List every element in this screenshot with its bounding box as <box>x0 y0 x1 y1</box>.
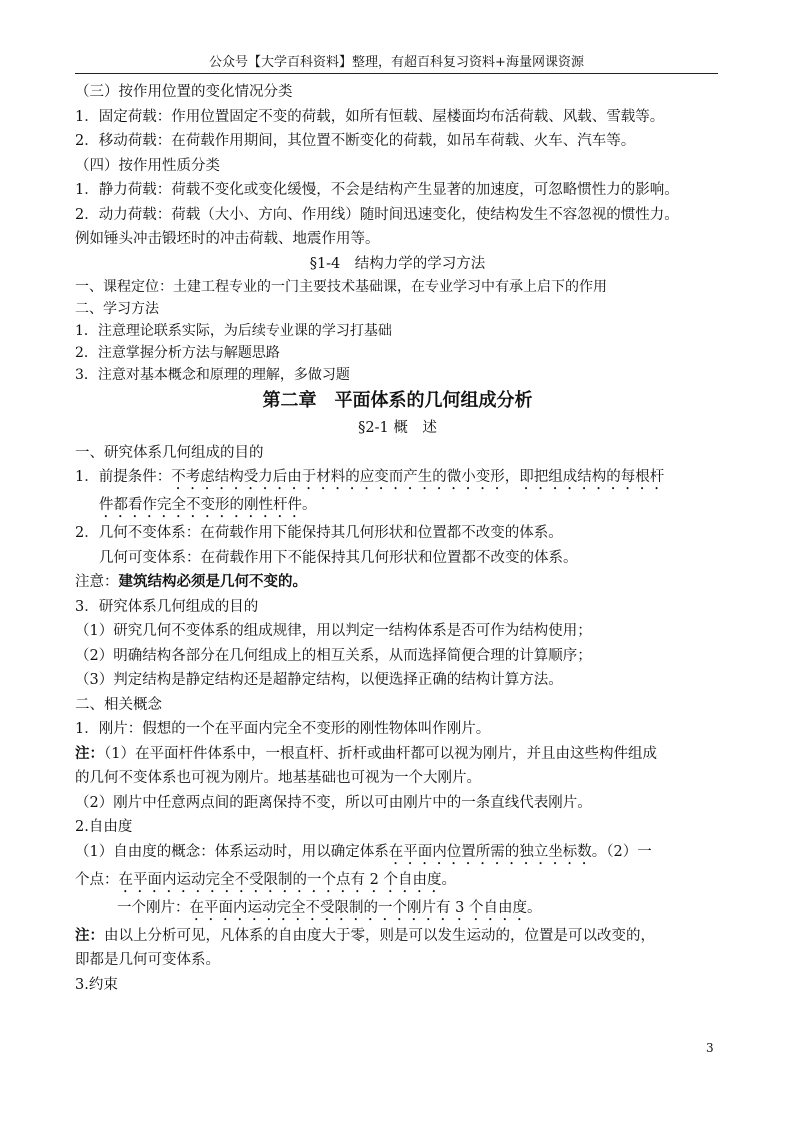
dof-rigid <box>75 896 720 924</box>
section-1-4-title: §1-4 结构力学的学习方法 <box>309 255 486 272</box>
study-method-1: 1．注意理论联系实际，为后续专业课的学习打基础 <box>75 323 392 339</box>
purpose-item-1: （1）研究几何不变体系的组成规律，用以判定一结构体系是否可作为结构使用； <box>75 623 592 639</box>
dof-concept-tail: 。（2）一 <box>591 843 652 860</box>
page-number: 3 <box>706 1041 714 1055</box>
study-methods-heading: 二、学习方法 <box>75 301 159 317</box>
item-moving-load: 2．移动荷载：在荷载作用期间，其位置不断变化的荷载，如吊车荷载、火车、汽车等。 <box>75 133 636 149</box>
note-bold: 建筑结构必须是几何不变的。 <box>118 573 307 590</box>
section-2-1-title: §2-1 概 述 <box>358 420 437 436</box>
note-label: 注意： <box>75 574 119 590</box>
page-header: 公众号【大学百科资料】整理，有超百科复习资料+海量网课资源 <box>209 55 584 70</box>
item-dynamic-load: 2．动力荷载：荷载（大小、方向、作用线）随时间迅速变化，使结构发生不容忽视的惯性力。 <box>75 206 679 223</box>
note-dof-label: 注： <box>75 926 104 944</box>
premise-line <box>75 465 720 493</box>
note-rigid-2: （2）刚片中任意两点间的距离保持不变，所以可由刚片中的一条直线代表刚片。 <box>75 794 592 811</box>
purpose-3: 3．研究体系几何组成的目的 <box>75 598 259 615</box>
dof-point <box>75 868 720 896</box>
geometric-invariant: 2．几何不变体系：在荷载作用下能保持其几何形状和位置都不改变的体系。 <box>75 525 563 541</box>
note-rigid-1 <box>75 742 720 767</box>
geometric-variant: 几何可变体系：在荷载作用下不能保持其几何形状和位置都不改变的体系。 <box>99 549 578 566</box>
premise-cont-emphasis: 件都看作完全不变形的刚性杆件。 <box>99 497 317 513</box>
purpose-item-3: （3）判定结构是静定结构还是超静定结构，以便选择正确的结构计算方法。 <box>75 672 563 688</box>
item-fixed-load: 1．固定荷载：作用位置固定不变的荷载，如所有恒载、屋楼面均布活荷载、风载、雪载等。 <box>75 108 665 125</box>
study-method-2: 2．注意掌握分析方法与解题思路 <box>75 345 280 361</box>
note-dof-text: 由以上分析可见，凡体系的自由度大于零，则是可以发生运动的，位置是可以改变的， <box>104 927 655 944</box>
dof-concept-text: （1）自由度的概念：体系运动时，用以确定体系 <box>75 843 389 860</box>
header-rule <box>75 73 718 74</box>
note-dof-cont: 即都是几何可变体系。 <box>75 952 220 968</box>
purpose-item-2: （2）明确结构各部分在几何组成上的相互关系，从而选择简便合理的计算顺序； <box>75 647 592 664</box>
purpose-heading: 一、研究体系几何组成的目的 <box>75 444 264 461</box>
item-dynamic-load-cont: 例如锤头冲击锻坯时的冲击荷载、地震作用等。 <box>75 231 380 247</box>
dof-heading: 2.自由度 <box>75 819 133 835</box>
study-method-3: 3．注意对基本概念和原理的理解，多做习题 <box>75 367 350 383</box>
premise-cont <box>75 493 720 521</box>
course-position: 一、课程定位：土建工程专业的一门主要技术基础课，在专业学习中有承上启下的作用 <box>75 279 607 295</box>
heading-4-by-nature: （四）按作用性质分类 <box>75 157 220 174</box>
heading-3-by-position: （三）按作用位置的变化情况分类 <box>75 84 293 100</box>
dof-concept <box>75 840 720 868</box>
dof-point-emphasis: 在平面内运动完全不受限制的一个点有 2 个自由度 <box>118 871 442 888</box>
dof-point-tail: 。 <box>441 871 456 888</box>
related-concepts-heading: 二、相关概念 <box>75 696 162 713</box>
dof-point-label: 个点： <box>75 871 119 888</box>
note-dof <box>75 924 720 949</box>
note-rigid-1-cont: 的几何不变体系也可视为刚片。地基基础也可视为一个大刚片。 <box>75 770 481 786</box>
premise-label: 1．前提条件： <box>75 469 172 485</box>
dof-concept-emphasis: 在平面内位置所需的独立坐标数 <box>388 843 592 860</box>
document-body <box>75 80 720 997</box>
item-static-load: 1．静力荷载：荷载不变化或变化缓慢，不会是结构产生显著的加速度，可忽略惯性力的影响。 <box>75 182 679 198</box>
dof-rigid-tail: 。 <box>526 899 542 916</box>
premise-emphasis: 不考虑结构受力后由于材料的应变而产生的微小变形，即把组成结构的每根杆 <box>171 469 665 485</box>
dof-rigid-emphasis: 在平面内运动完全不受限制的一个刚片有 3 个自由度 <box>189 899 527 916</box>
note-structure <box>75 570 720 595</box>
dof-rigid-label: 一个刚片： <box>117 899 190 916</box>
constraint-heading: 3.约束 <box>75 976 118 993</box>
rigid-body-def: 1．刚片：假想的一个在平面内完全不变形的刚性物体叫作刚片。 <box>75 721 491 737</box>
note-rigid-text: （1）在平面杆件体系中，一根直杆、折杆或曲杆都可以视为刚片，并且由这些构件组成 <box>104 745 657 762</box>
note-rigid-label: 注： <box>75 744 104 762</box>
chapter-2-title: 第二章 平面体系的几何组成分析 <box>262 390 533 411</box>
